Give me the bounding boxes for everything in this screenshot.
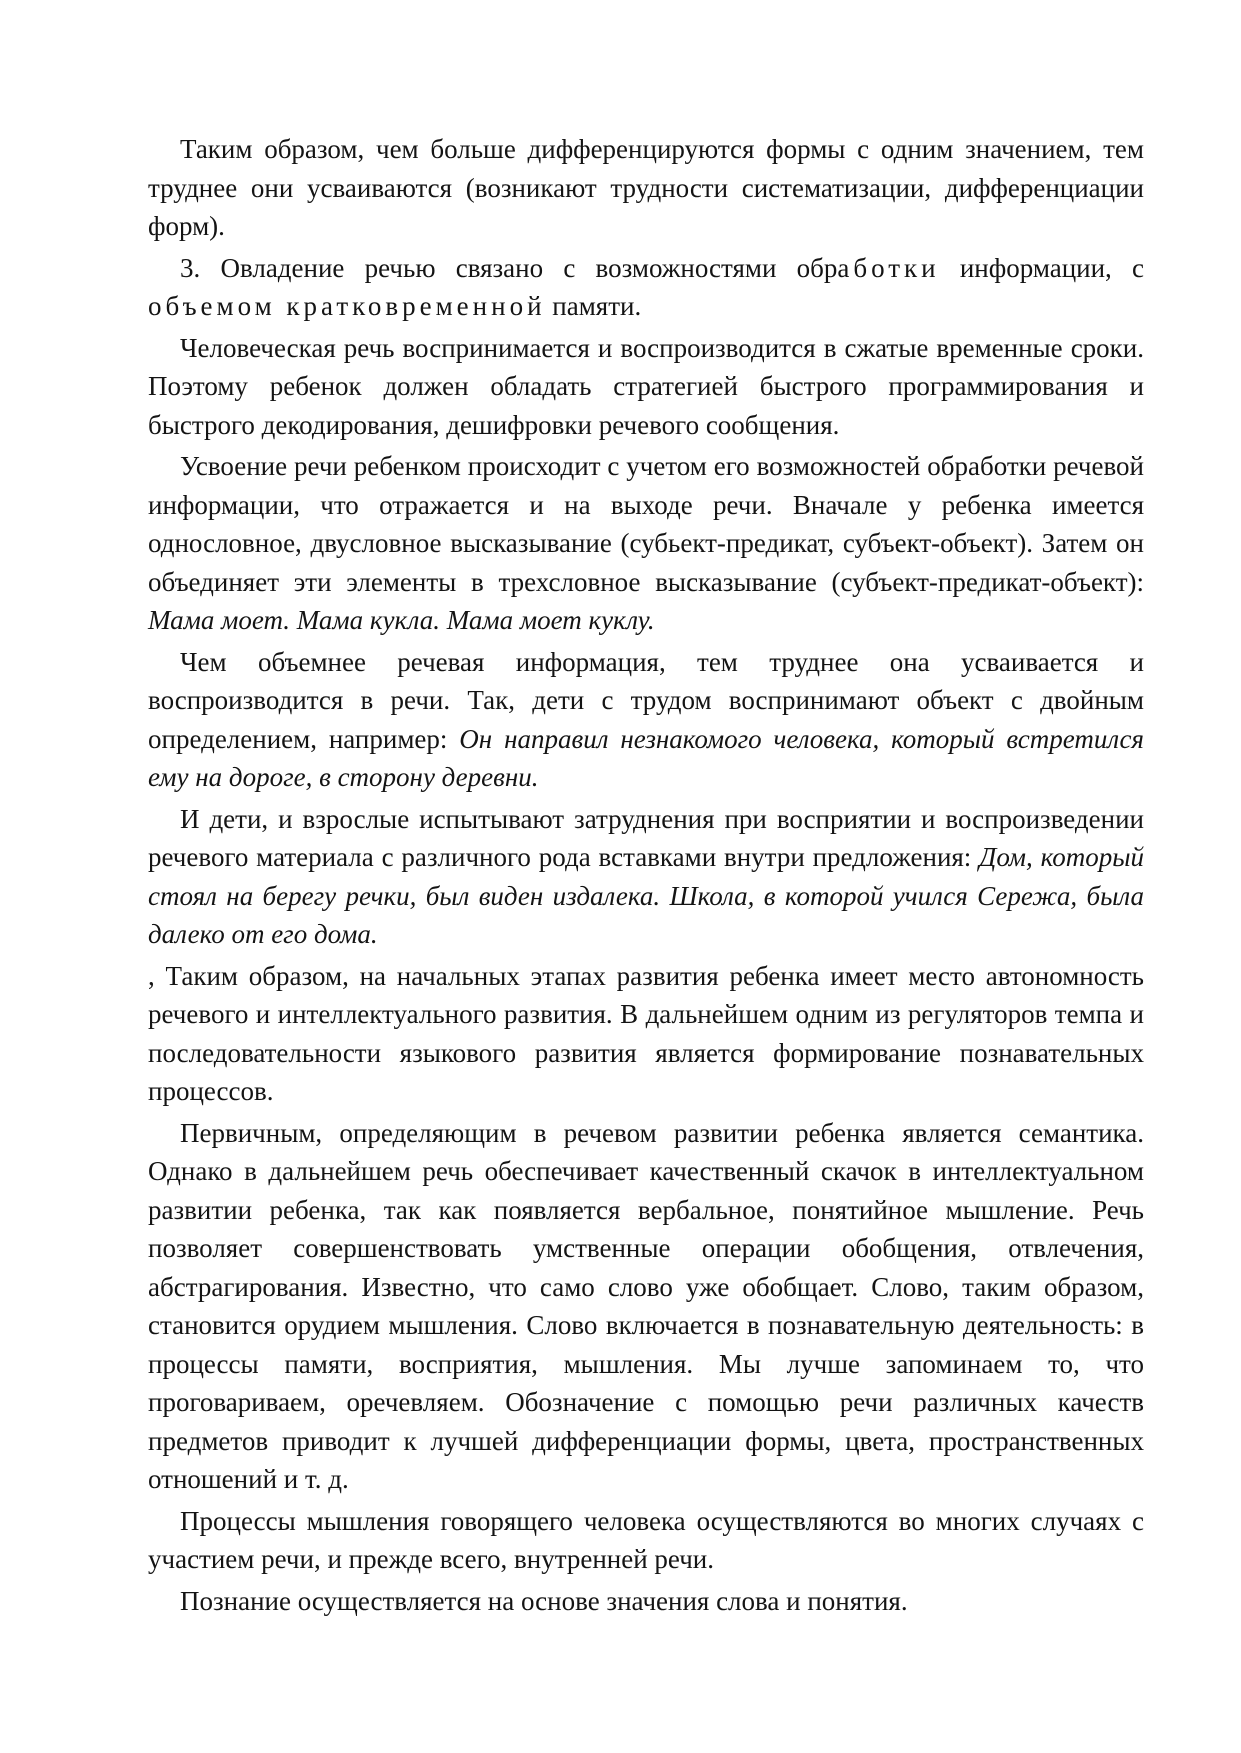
paragraph-4 [148,447,1144,640]
paragraph-2-spaced-word: аботки [837,252,940,283]
paragraph-8: Первичным, определяющим в речевом развитии ребенка является семантика. Однако в дальнейшем речь обеспечивает качественный скачок в интеллектуальном развитии ребенка, так как появляется вербальное, понятийное мышление. Речь позволяет совершенствовать умственные операции обобщения, отвлечения, абстрагирования. Известно, что само слово уже обобщает. Слово, таким образом, становится орудием мышления. Слово включается в познавательную деятельность: в процессы памяти, восприятия, мышления. Мы лучше запоминаем то, что проговариваем, оречевляем. Обозначение с помощью речи различных качеств предметов приводит к лучшей дифференциации формы, цвета, пространственных отношений и т. д. [148,1117,1144,1494]
paragraph-2-part-a: 3. Овладение речью связано с возможностями обр [180,252,838,283]
paragraph-2-part-c: информации, с [939,252,1144,283]
paragraph-5 [148,643,1144,797]
paragraph-7: , Таким образом, на начальных этапах развития ребенка имеет место автономность речевого и интеллектуального развития. В дальнейшем одним из регуляторов темпа и последовательности языкового развития является формирование познавательных процессов. [148,960,1144,1106]
paragraph-5-text: Чем объемнее речевая информация, тем труднее она усваивается и воспроизводится в речи. Так, дети с трудом воспринимают объект с двойным определением, например: [148,646,1144,754]
paragraph-2-part-e: памяти. [545,291,642,321]
paragraph-2-spaced-phrase: объемом кратковременной [148,291,546,321]
paragraph-4-example: Мама моет. Мама кукла. Мама моет куклу. [148,605,655,635]
document-page [148,130,1144,1623]
paragraph-6-example: Дом, который стоял на берегу речки, был виден издалека. Школа, в которой учился Сережа, была далеко от его дома. [148,842,1144,949]
paragraph-10: Познание осуществляется на основе значения слова и понятия. [180,1585,908,1616]
paragraph-6 [148,800,1144,954]
paragraph-2 [148,249,1144,326]
paragraph-9: Процессы мышления говорящего человека осуществляются во многих случаях с участием речи, и прежде всего, внутренней речи. [148,1505,1144,1574]
paragraph-6-text: И дети, и взрослые испытывают затруднения при восприятии и воспроизведении речевого материала с различного рода вставками внутри предложения: [148,803,1144,872]
paragraph-5-example: Он направил незнакомого человека, который встретился ему на дороге, в сторону деревни. [148,723,1144,792]
paragraph-3: Человеческая речь воспринимается и воспроизводится в сжатые временные сроки. Поэтому ребенок должен обладать стратегией быстрого программирования и быстрого декодирования, дешифровки речевого сообщения. [148,332,1144,440]
paragraph-4-text: Усвоение речи ребенком происходит с учетом его возможностей обработки речевой информации, что отражается и на выходе речи. Вначале у ребенка имеется однословное, двусловное высказывание (субьект-предикат, субъект-объект). Затем он объединяет эти элементы в трехсловное высказывание (субъект-предикат-объект): [148,451,1144,597]
paragraph-1: Таким образом, чем больше дифференцируются формы с одним значением, тем труднее они усваиваются (возникают трудности систематизации, дифференциации форм). [148,134,1144,241]
